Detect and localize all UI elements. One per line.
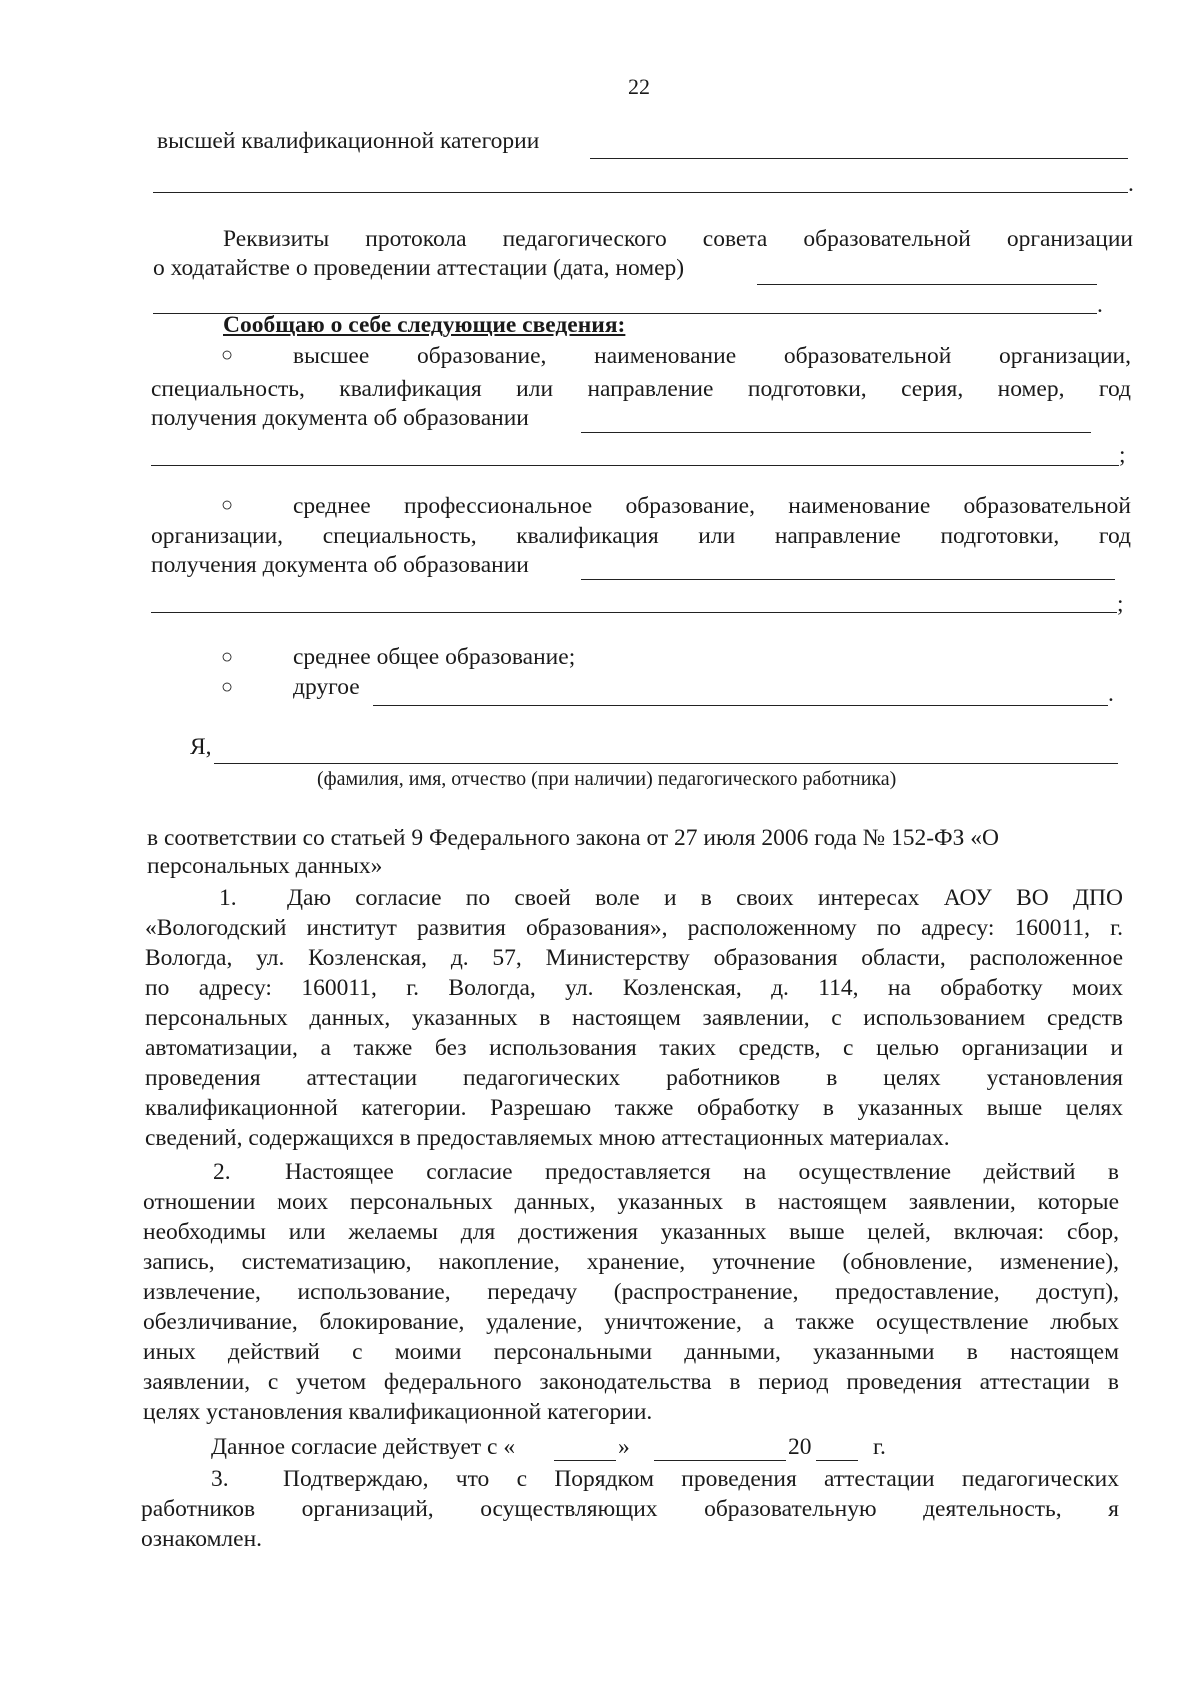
- qual-category-label: высшей квалификационной категории: [157, 128, 540, 154]
- item1-line: Вологда, ул. Козленская, д. 57, Министерству образования области, расположенное: [145, 945, 1123, 971]
- validity-month-blank[interactable]: [654, 1460, 786, 1461]
- secondary-prof-line-1: среднее профессиональное образование, наименование образовательной: [293, 493, 1131, 519]
- higher-edu-line-1: [293, 342, 1131, 371]
- validity-year-prefix: 20: [788, 1434, 812, 1460]
- qual-category-blank-2[interactable]: [153, 192, 1128, 193]
- item3-line: ознакомлен.: [141, 1526, 263, 1552]
- item3-line: работников организаций, осуществляющих образовательную деятельность, я: [141, 1496, 1119, 1522]
- info-heading: Сообщаю о себе следующие сведения:: [223, 312, 626, 338]
- protocol-line-2: о ходатайстве о проведении аттестации (дата, номер): [153, 255, 685, 281]
- name-caption: (фамилия, имя, отчество (при наличии) педагогического работника): [317, 768, 897, 790]
- bullet-higher-edu: ○: [221, 344, 234, 366]
- secondary-prof-blank-2[interactable]: [151, 612, 1117, 613]
- validity-day-blank[interactable]: [554, 1460, 616, 1461]
- item2-line: Настоящее согласие предоставляется на осуществление действий в: [285, 1159, 1119, 1185]
- item2-line: целях установления квалификационной категории.: [143, 1399, 653, 1425]
- bullet-secondary-prof: ○: [221, 494, 234, 516]
- item3-number: 3.: [211, 1466, 229, 1492]
- secondary-prof-semicolon: ;: [1117, 591, 1124, 617]
- validity-quote-close: »: [618, 1434, 630, 1460]
- qual-category-blank[interactable]: [590, 158, 1128, 159]
- higher-edu-word: образовательной: [783, 343, 952, 369]
- name-prefix: Я,: [190, 734, 212, 760]
- item2-line: запись, систематизацию, накопление, хранение, уточнение (обновление, изменение),: [143, 1249, 1119, 1275]
- secondary-prof-blank[interactable]: [581, 579, 1115, 580]
- higher-edu-blank-2[interactable]: [151, 465, 1119, 466]
- secondary-general: среднее общее образование;: [293, 644, 576, 670]
- item1-number: 1.: [219, 885, 237, 911]
- higher-edu-line-2: специальность, квалификация или направление подготовки, серия, номер, год: [151, 376, 1131, 402]
- bullet-other: ○: [221, 676, 234, 698]
- item1-line: «Вологодский институт развития образования», расположенному по адресу: 160011, г.: [145, 915, 1123, 941]
- item2-line: отношении моих персональных данных, указанных в настоящем заявлении, которые: [143, 1189, 1119, 1215]
- secondary-prof-line-2: организации, специальность, квалификация или направление подготовки, год: [151, 523, 1131, 549]
- higher-edu-word: образование,: [416, 343, 547, 369]
- item2-line: извлечение, использование, передачу (распространение, предоставление, доступ),: [143, 1279, 1119, 1305]
- higher-edu-word: наименование: [594, 343, 737, 369]
- item2-line: иных действий с моими персональными данными, указанными в настоящем: [143, 1339, 1119, 1365]
- item1-line: Даю согласие по своей воле и в своих интересах АОУ ВО ДПО: [287, 885, 1123, 911]
- item3-line: Подтверждаю, что с Порядком проведения аттестации педагогических: [283, 1466, 1119, 1492]
- other-label: другое: [293, 674, 360, 700]
- other-period: .: [1108, 681, 1114, 707]
- validity-year-suffix: г.: [873, 1434, 886, 1460]
- item2-line: необходимы или желаемы для достижения указанных выше целей, включая: сбор,: [143, 1219, 1119, 1245]
- protocol-line-1: Реквизиты протокола педагогического совета образовательной организации: [223, 226, 1133, 252]
- higher-edu-line-3: получения документа об образовании: [151, 405, 529, 431]
- item1-line: персональных данных, указанных в настоящем заявлении, с использованием средств: [145, 1005, 1123, 1031]
- page-number: 22: [628, 74, 650, 99]
- higher-edu-semicolon: ;: [1119, 442, 1126, 468]
- validity-prefix: Данное согласие действует с «: [211, 1434, 516, 1460]
- protocol-blank[interactable]: [757, 284, 1097, 285]
- secondary-prof-line-3: получения документа об образовании: [151, 552, 529, 578]
- law-ref-line-1: в соответствии со статьей 9 Федерального закона от 27 июля 2006 года № 152-ФЗ «О: [147, 825, 999, 851]
- item1-line: сведений, содержащихся в предоставляемых мною аттестационных материалах.: [145, 1125, 950, 1151]
- name-blank[interactable]: [214, 763, 1118, 764]
- item1-line: по адресу: 160011, г. Вологда, ул. Козленская, д. 114, на обработку моих: [145, 975, 1123, 1001]
- protocol-period: .: [1097, 292, 1103, 318]
- item2-line: обезличивание, блокирование, удаление, уничтожение, а также осуществление любых: [143, 1309, 1119, 1335]
- bullet-secondary-general: ○: [221, 646, 234, 668]
- higher-edu-word: высшее: [293, 343, 370, 369]
- other-blank[interactable]: [373, 705, 1108, 706]
- qual-category-period: .: [1128, 171, 1134, 197]
- item2-number: 2.: [213, 1159, 231, 1185]
- item1-line: автоматизации, а также без использования таких средств, с целью организации и: [145, 1035, 1123, 1061]
- item1-line: квалификационной категории. Разрешаю также обработку в указанных выше целях: [145, 1095, 1123, 1121]
- higher-edu-word: организации,: [998, 343, 1131, 369]
- item1-line: проведения аттестации педагогических работников в целях установления: [145, 1065, 1123, 1091]
- law-ref-line-2: персональных данных»: [147, 853, 383, 879]
- item2-line: заявлении, с учетом федерального законодательства в период проведения аттестации в: [143, 1369, 1119, 1395]
- validity-year-blank[interactable]: [816, 1460, 858, 1461]
- higher-edu-blank[interactable]: [581, 432, 1091, 433]
